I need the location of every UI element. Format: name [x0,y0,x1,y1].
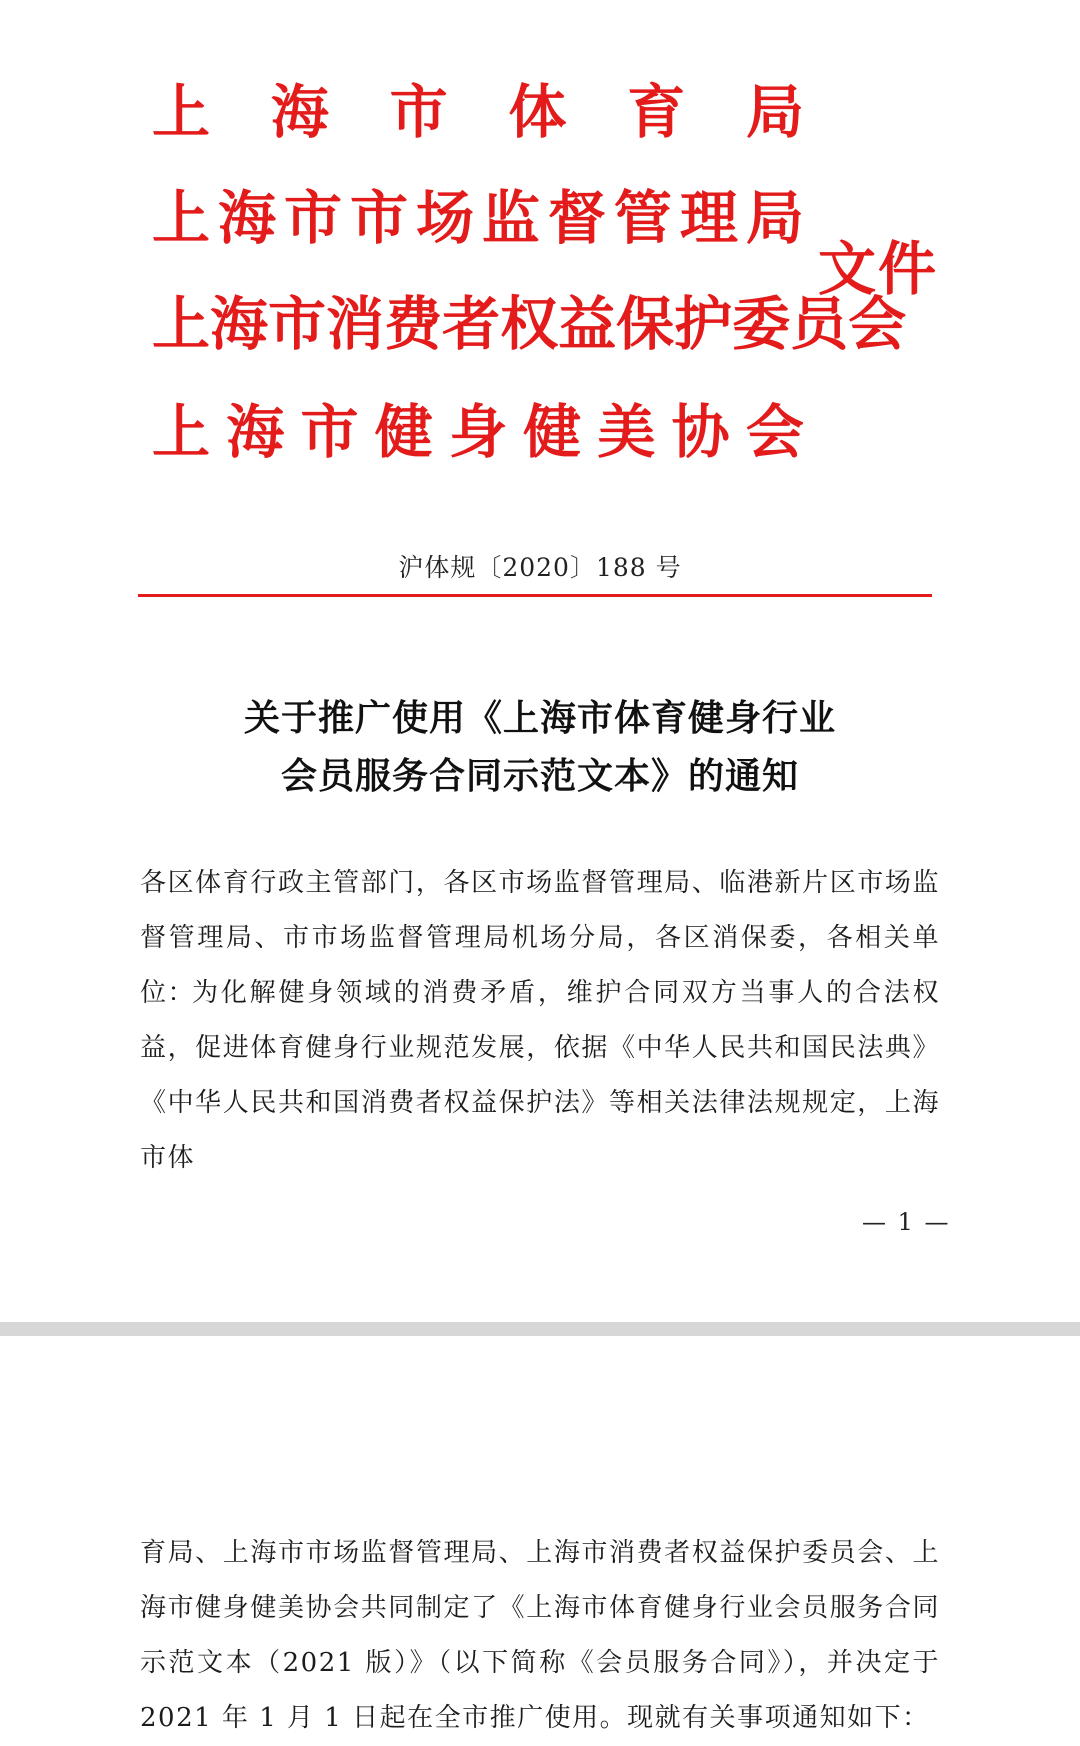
issuer-name-market-supervision: 上 海 市 市 场 监 督 管 理 局 [152,184,804,252]
document-type-label: 文件 [818,235,939,303]
notice-title-line-2: 会员服务合同示范文本》的通知 [280,756,799,797]
body-paragraph-1: 为化解健身领域的消费矛盾，维护合同双方当事人的合法权益，促进体育健身行业规范发展，依据《中华人民共和国民法典》《中华人民共和国消费者权益保护法》等相关法律法规规定，上海市体 [140,978,940,1173]
document-number: 沪体规〔2020〕188 号 [398,553,682,582]
notice-title-line-1: 关于推广使用《上海市体育健身行业 [243,698,836,739]
red-divider-line [138,594,932,597]
body-paragraph-1-continued: 育局、上海市市场监督管理局、上海市消费者权益保护委员会、上海市健身健美协会共同制定了《上海市体育健身行业会员服务合同示范文本（2021 版）》（以下简称《会员服务合同》），并决定于 2021 年 1 月 1 日起在全市推广使用。现就有关事项通知如下： [140,1538,940,1733]
page-separator [0,1322,1080,1336]
page-number: — 1 — [862,1208,951,1236]
issuer-name-consumer-council: 上 海 市 消 费 者 权 益 保 护 委 员 会 [152,290,907,358]
issuer-name-sports-bureau: 上 海 市 体 育 局 [152,78,804,146]
issuer-name-fitness-association: 上 海 市 健 身 健 美 协 会 [152,398,804,466]
addressee-paragraph: 各区体育行政主管部门，各区市场监督管理局、临港新片区市场监督管理局、市市场监督管理局机场分局，各区消保委，各相关单位： [140,868,940,1008]
document-page-2 [0,1336,1080,1746]
